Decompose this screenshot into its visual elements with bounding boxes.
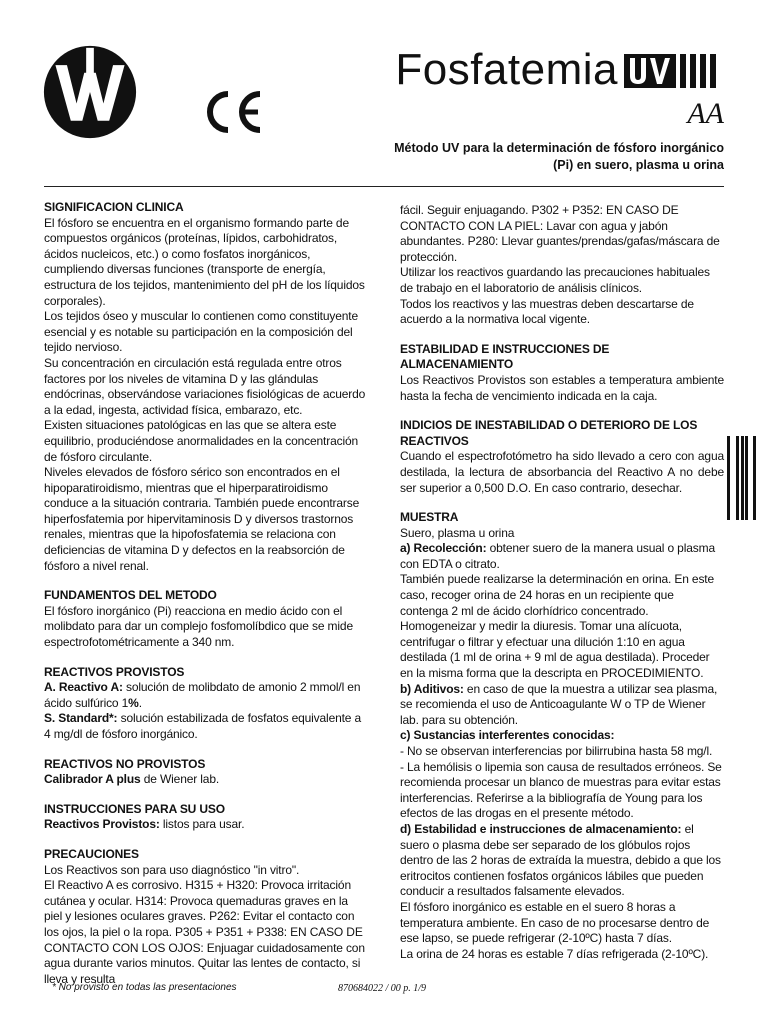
additives-label: b) Aditivos: [400, 681, 464, 696]
paragraph: - No se observan interferencias por bilirrubina hasta 58 mg/l. [400, 744, 713, 758]
stability-label: d) Estabilidad e instrucciones de almacenamiento: [400, 821, 682, 836]
paragraph: Existen situaciones patológicas en las que se altera este equilibrio, produciéndose anormalidades en la concentración de fósforo circulante. [44, 418, 359, 464]
section-title: MUESTRA [400, 510, 459, 525]
subtitle-line-2: (Pi) en suero, plasma u orina [553, 158, 724, 172]
paragraph: El fósforo se encuentra en el organismo formando parte de compuestos orgánicos (proteínas, lípidos, carbohidratos, ácidos nucleicos, etc.) o como fosfatos inorgánicos, cumpliendo diversas funciones (transporte de energía, estructura de los tejidos, mantenimiento del pH de los líquidos corporales). [44, 215, 365, 308]
section-title: ESTABILIDAD E INSTRUCCIONES DE ALMACENAMIENTO [400, 341, 610, 372]
collection-item [400, 541, 724, 572]
reagent-s-label: S. Standard*: [44, 711, 118, 726]
instructions-item [44, 817, 366, 833]
right-column [400, 203, 724, 962]
title-text: Fosfatemia [395, 45, 618, 94]
section-title: FUNDAMENTOS DEL METODO [44, 588, 217, 603]
left-column [44, 200, 366, 987]
header-divider [44, 186, 724, 187]
paragraph: Su concentración en circulación está regulada entre otros factores por los niveles de vitamina D y las glándulas endócrinas, observándose variaciones fisiológicas de acuerdo a la edad, ingesta, actividad física, embarazo, etc. [44, 355, 366, 417]
paragraph: Niveles elevados de fósforo sérico son encontrados en el hipoparatiroidismo, mientras que el hiperparatiroidismo conduce a la situación contraria. También puede encontrarse hiperfosfatemia por hipervitaminosis D y diversos trastornos renales, mientras que la hipofosfatemia se relaciona con deficiencias de vitamina D y defectos en la reabsorción de fósforo a nivel renal. [44, 465, 360, 573]
paragraph: Los Reactivos Provistos son estables a temperatura ambiente hasta la fecha de vencimiento indicada en la caja. [400, 372, 724, 403]
wiener-logo-icon [42, 44, 138, 140]
additives-item [400, 682, 724, 729]
collection-text: obtener suero de la manera usual o plasma con EDTA o citrato. [400, 541, 715, 571]
paragraph: La orina de 24 horas es estable 7 días refrigerada (2-10ºC). [400, 946, 709, 961]
interferences-title [400, 728, 724, 744]
paragraph: Suero, plasma u orina [400, 525, 515, 540]
additives-text: en caso de que la muestra a utilizar sea plasma, se recomienda el uso de Anticoagulante W o TP de Wiener lab. para su obtención. [400, 681, 718, 727]
paragraph: Todos los reactivos y las muestras deben descartarse de acuerdo a la normativa local vigente. [400, 296, 694, 327]
paragraph: También puede realizarse la determinación en orina. En este caso, recoger orina de 24 horas en un recipiente que contenga 2 ml de ácido clorhídrico concentrado. Homogeneizar y medir la diuresis. Tomar una alícuota, centrifugar o filtrar y efectuar una dilución 1:10 en agua destilada (1 ml de orina + 9 ml de agua destilada). Proceder en la misma forma que la descripta en PROCEDIMIENTO. [400, 572, 715, 681]
section-title: SIGNIFICACION CLINICA [44, 200, 184, 214]
not-provided-item [44, 772, 366, 788]
uv-mark-icon [624, 50, 724, 90]
section-title: REACTIVOS PROVISTOS [44, 664, 185, 679]
collection-label: a) Recolección: [400, 541, 487, 556]
section-title: PRECAUCIONES [44, 846, 139, 861]
barcode-icon [727, 436, 757, 520]
reagent-a-end: . [138, 695, 142, 710]
footer-note: * No provisto en todas las presentaciones [52, 982, 237, 993]
paragraph: fácil. Seguir enjuagando. P302 + P352: EN CASO DE CONTACTO CON LA PIEL: Lavar con agua y jabón abundantes. P280: Llevar guantes/prendas/gafas/máscara de protección. [400, 203, 720, 264]
subtitle-line-1: Método UV para la determinación de fósforo inorgánico [394, 141, 724, 155]
section-title: INSTRUCCIONES PARA SU USO [44, 801, 225, 816]
paragraph: Cuando el espectrofotómetro ha sido llevado a cero con agua destilada, la lectura de absorbancia del Reactivo A no debe ser superior a 0,500 D.O. En caso contrario, desechar. [400, 449, 724, 495]
stability-text: el suero o plasma debe ser separado de los glóbulos rojos dentro de las 2 horas de extraída la muestra, debido a que los eritrocitos contienen fosfatos orgánicos lábiles que pueden conducir a resultados falsamente elevados. [400, 821, 721, 899]
paragraph: Los Reactivos son para uso diagnóstico "in vitro". [44, 862, 300, 877]
paragraph: El Reactivo A es corrosivo. H315 + H320: Provoca irritación cutánea y ocular. H314: Provoca quemaduras graves en la piel y lesiones oculares graves. P262: Evitar el contacto con los ojos, la piel o la ropa. P305 + P351 + P338: EN CASO DE CONTACTO CON LOS OJOS: Enjuagar cuidadosamente con agua durante varios minutos. Quitar las lentes de contacto, si lleva y resulta [44, 878, 365, 986]
section-title: REACTIVOS NO PROVISTOS [44, 756, 206, 771]
interferences-label: c) Sustancias interferentes conocidas: [400, 728, 615, 743]
product-title [395, 44, 724, 96]
reagent-s [44, 711, 366, 742]
document-code: 870684022 / 00 p. 1/9 [338, 983, 427, 994]
paragraph: El fósforo inorgánico es estable en el suero 8 horas a temperatura ambiente. En caso de no procesarse dentro de ese lapso, se puede refrigerar (2-10ºC) hasta 7 días. [400, 899, 710, 946]
reagent-s-text: solución estabilizada de fosfatos equivalente a 4 mg/dl de fósforo inorgánico. [44, 711, 362, 741]
reagent-a [44, 680, 366, 711]
instructions-label: Reactivos Provistos: [44, 817, 160, 832]
paragraph: El fósforo inorgánico (Pi) reacciona en medio ácido con el molibdato para dar un complejo fosfomolíbdico que se mide espectrofotométricamente a 340 nm. [44, 603, 353, 650]
reagent-a-text: solución de molibdato de amonio 2 mmol/l en ácido sulfúrico 1 [44, 680, 361, 710]
paragraph: Utilizar los reactivos guardando las precauciones habituales de trabajo en el laboratorio de análisis clínicos. [400, 265, 710, 295]
reagent-a-label: A. Reactivo A: [44, 680, 123, 695]
calibrator-text: de Wiener lab. [140, 772, 220, 787]
subtitle [364, 140, 724, 174]
paragraph: Los tejidos óseo y muscular lo contienen como constituyente esencial y es notable su participación en la composición del tejido nervioso. [44, 309, 358, 355]
reagent-a-pct: % [128, 695, 139, 710]
calibrator-label: Calibrador A plus [44, 772, 141, 787]
ce-mark-icon [202, 88, 268, 136]
aa-mark: AA [687, 97, 724, 130]
stability-item [400, 822, 724, 900]
section-title: INDICIOS DE INESTABILIDAD O DETERIORO DE LOS REACTIVOS [400, 418, 698, 448]
paragraph: - La hemólisis o lipemia son causa de resultados erróneos. Se recomienda procesar un blanco de muestras para evitar estas interferencias. Referirse a la bibliografía de Young para los efectos de las drogas en el presente método. [400, 759, 722, 821]
instructions-text: listos para usar. [159, 817, 245, 832]
